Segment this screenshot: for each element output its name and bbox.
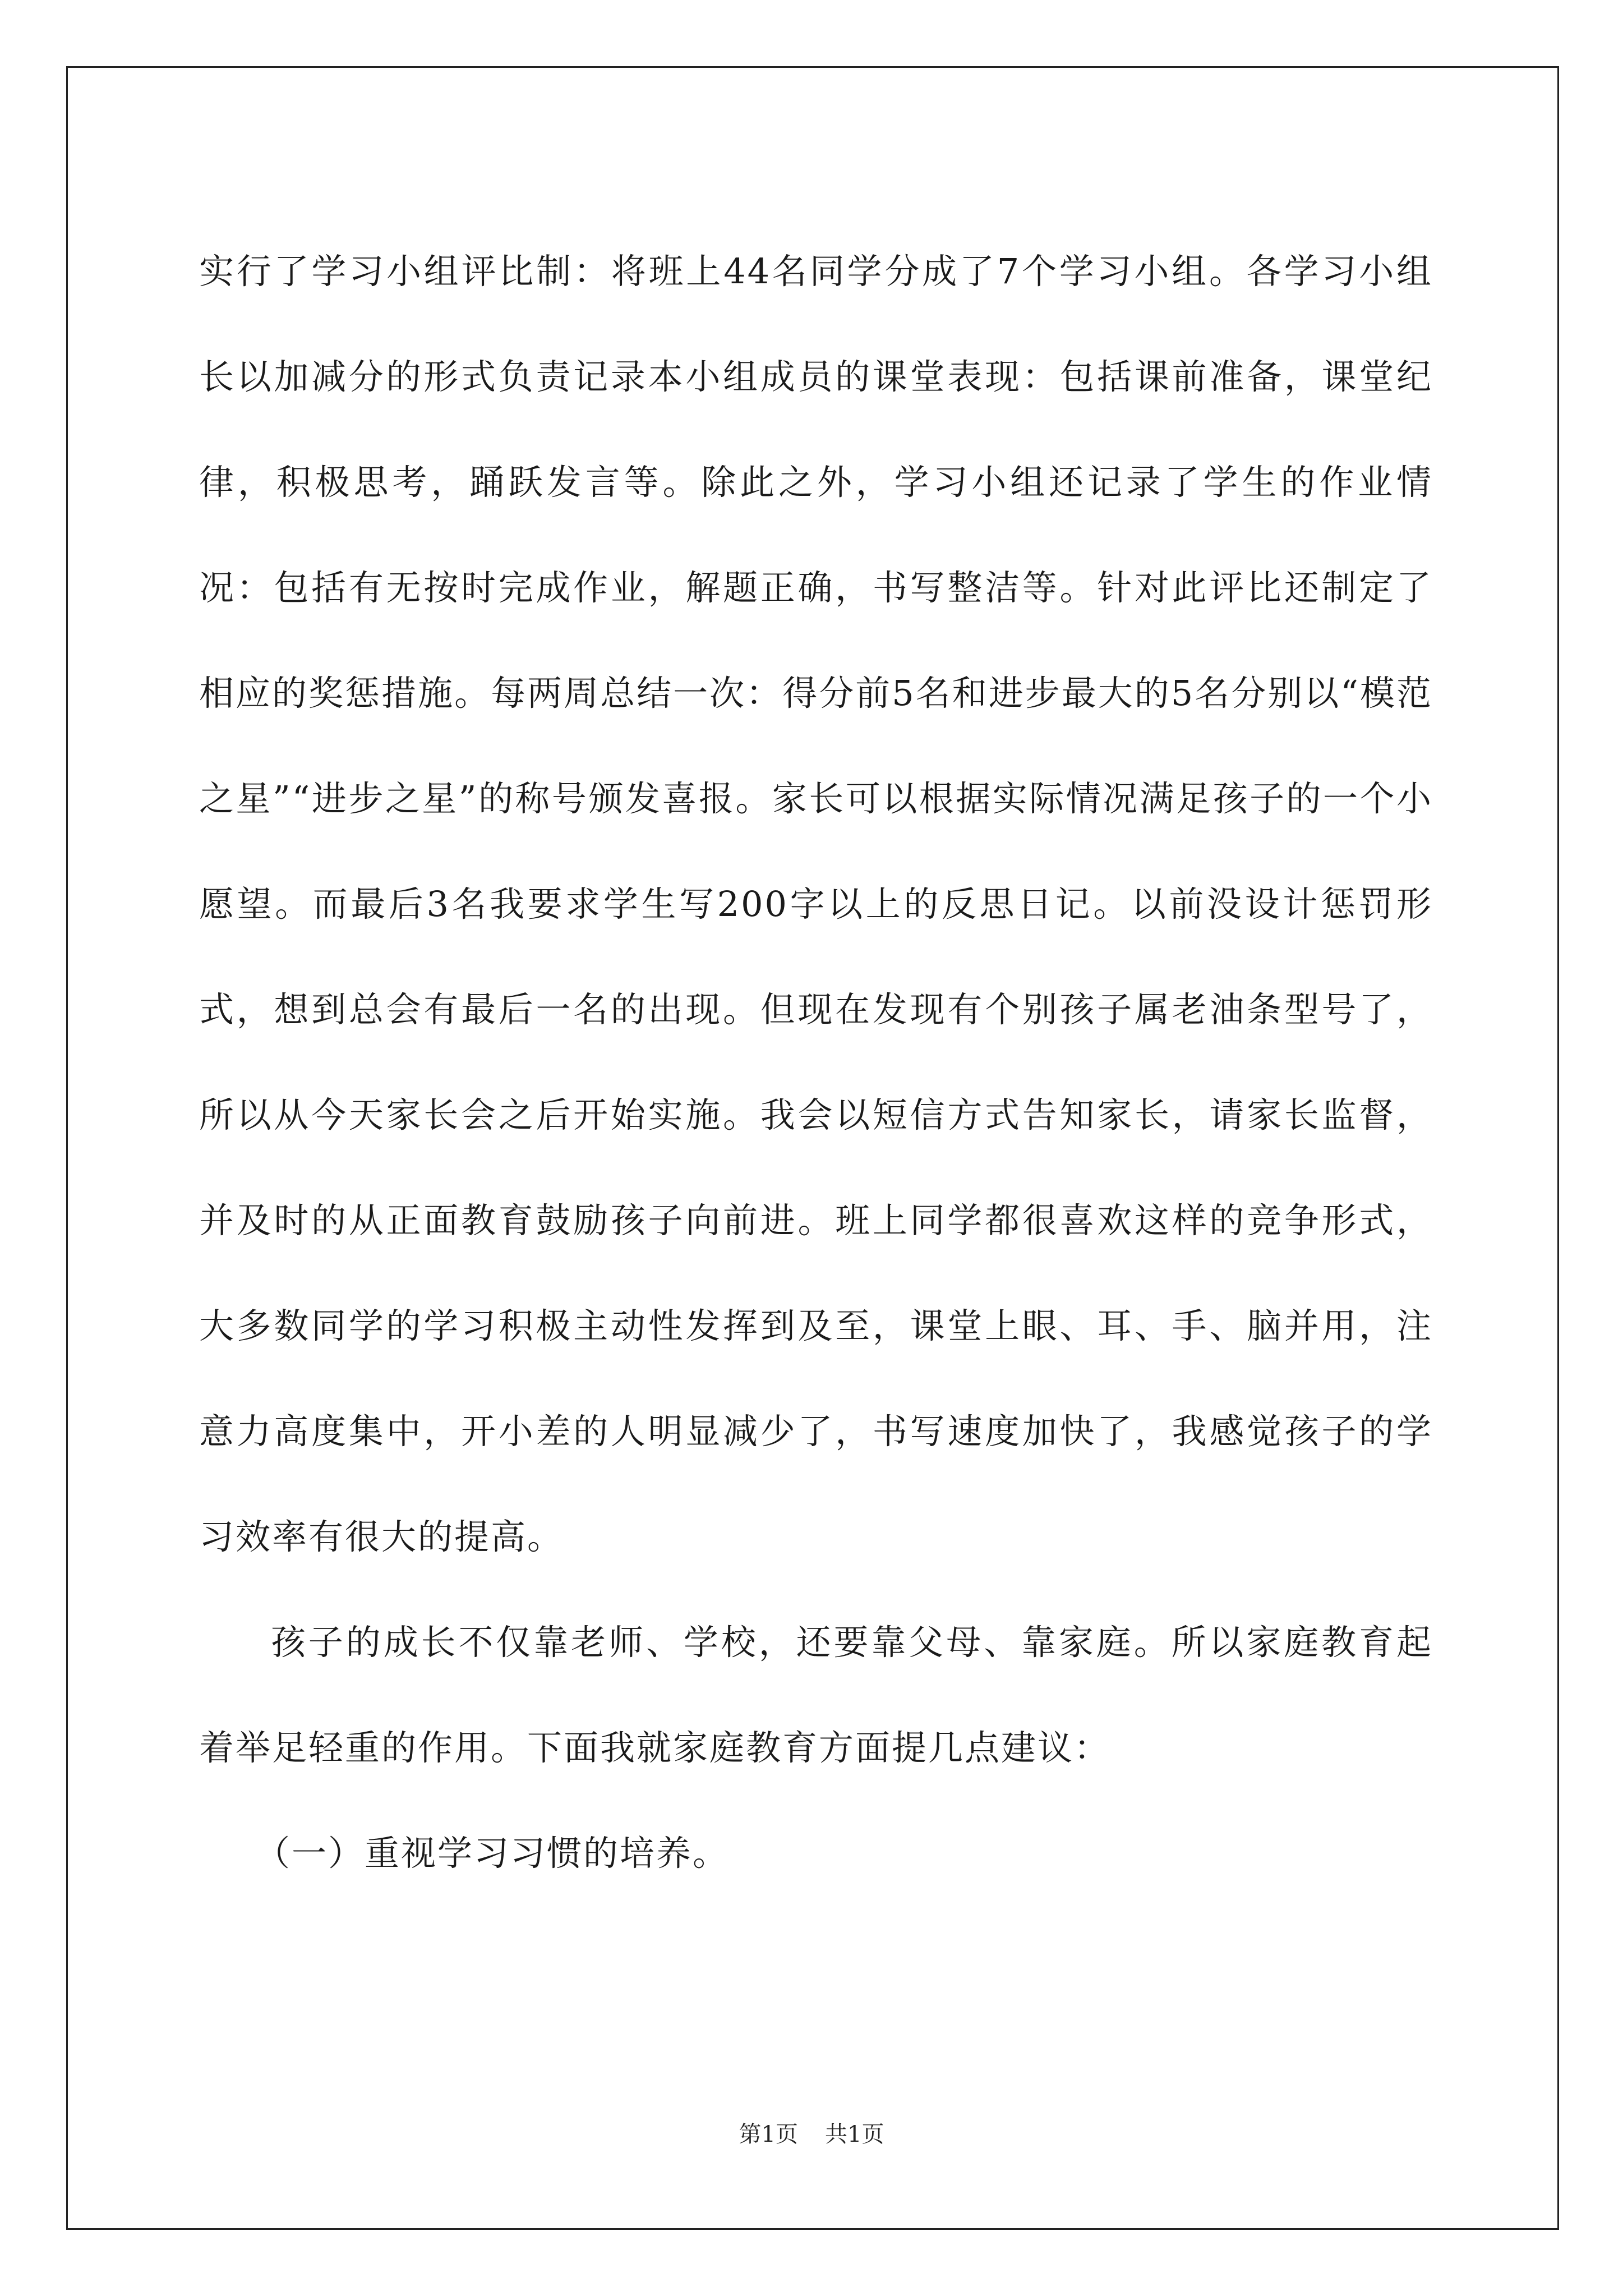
page-number: 第1页: [739, 2122, 798, 2147]
document-body: [199, 219, 1433, 1906]
page-total: 共1页: [825, 2122, 884, 2147]
section-heading: （一）重视学习习惯的培养。: [255, 1833, 730, 1874]
paragraph-family-education: 孩子的成长不仅靠老师、学校，还要靠父母、靠家庭。所以家庭教育起着举足轻重的作用。下面我就家庭教育方面提几点建议：: [199, 1622, 1433, 1768]
paragraph-study-groups: 实行了学习小组评比制：将班上44名同学分成了7个学习小组。各学习小组长以加减分的形式负责记录本小组成员的课堂表现：包括课前准备，课堂纪律，积极思考，踊跃发言等。除此之外，学习小组还记录了学生的作业情况：包括有无按时完成作业，解题正确，书写整洁等。针对此评比还制定了相应的奖惩措施。每两周总结一次：得分前5名和进步最大的5名分别以“模范之星”“进步之星”的称号颁发喜报。家长可以根据实际情况满足孩子的一个小愿望。而最后3名我要求学生写200字以上的反思日记。以前没设计惩罚形式，想到总会有最后一名的出现。但现在发现有个别孩子属老油条型号了，所以从今天家长会之后开始实施。我会以短信方式告知家长，请家长监督，并及时的从正面教育鼓励孩子向前进。班上同学都很喜欢这样的竞争形式，大多数同学的学习积极主动性发挥到及至，课堂上眼、耳、手、脑并用，注意力高度集中，开小差的人明显减少了，书写速度加快了，我感觉孩子的学习效率有很大的提高。: [199, 251, 1433, 1557]
page-footer: [0, 2118, 1623, 2151]
